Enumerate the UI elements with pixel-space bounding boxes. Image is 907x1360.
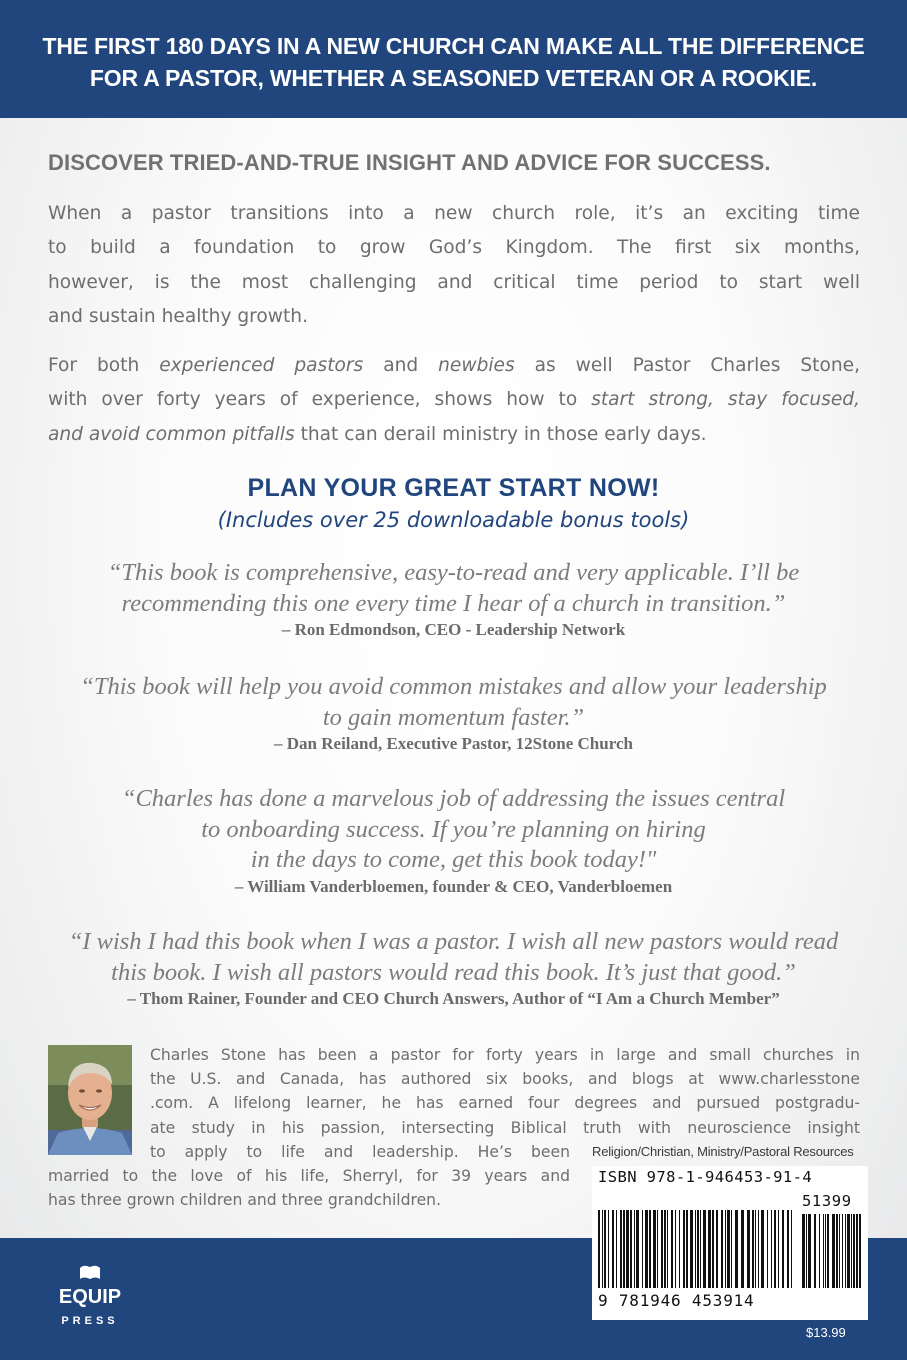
emphasis: newbies bbox=[438, 355, 515, 376]
bio-line: ate study in his passion, intersecting Biblical truth with neuroscience insight bbox=[150, 1118, 860, 1137]
price: $13.99 bbox=[806, 1325, 846, 1340]
intro-paragraph bbox=[48, 197, 860, 334]
author-photo bbox=[48, 1045, 132, 1155]
endorsement bbox=[0, 784, 907, 897]
author-bio-continued bbox=[48, 1140, 570, 1213]
endorsement-author: – Ron Edmondson, CEO - Leadership Network bbox=[281, 620, 626, 639]
emphasis: start strong, stay focused, bbox=[591, 389, 860, 411]
text: as well Pastor Charles Stone, bbox=[514, 355, 860, 376]
quote-line: “This book is comprehensive, easy-to-read and very applicable. I’ll be bbox=[107, 559, 800, 586]
endorsement bbox=[0, 672, 907, 754]
paragraph-line: however, is the most challenging and critical time period to start well bbox=[48, 271, 860, 293]
quote-line: this book. I wish all pastors would read this book. It’s just that good.” bbox=[111, 958, 796, 986]
top-banner bbox=[0, 0, 907, 118]
paragraph-line bbox=[48, 383, 860, 417]
quote-line: in the days to come, get this book today!" bbox=[250, 846, 657, 873]
quote-line: recommending this one every time I hear of a church in transition.” bbox=[121, 589, 786, 617]
section-heading: DISCOVER TRIED-AND-TRUE INSIGHT AND ADVICE FOR SUCCESS. bbox=[48, 150, 771, 175]
endorsement-author: – William Vanderbloemen, founder & CEO, Vanderbloemen bbox=[234, 876, 673, 896]
publisher-logo bbox=[50, 1262, 130, 1332]
book-category: Religion/Christian, Ministry/Pastoral Resources bbox=[592, 1144, 854, 1159]
quote-line: “I wish I had this book when I was a pastor. I wish all new pastors would read bbox=[68, 928, 839, 955]
paragraph-line bbox=[48, 349, 860, 383]
isbn-number: ISBN 978-1-946453-91-4 bbox=[598, 1168, 813, 1186]
publisher-sub: PRESS bbox=[61, 1315, 119, 1327]
quote-line: “Charles has done a marvelous job of addressing the issues central bbox=[121, 785, 786, 812]
endorsement-quote bbox=[0, 784, 907, 876]
description-paragraph bbox=[48, 349, 860, 452]
price-code: 51399 bbox=[802, 1192, 852, 1210]
quote-line: “This book will help you avoid common mistakes and allow your leadership bbox=[80, 673, 827, 700]
endorsement-quote bbox=[0, 558, 907, 619]
barcode-bars bbox=[596, 1210, 864, 1292]
book-icon bbox=[50, 1262, 130, 1332]
endorsement-author: – Thom Rainer, Founder and CEO Church Answers, Author of “I Am a Church Member” bbox=[127, 989, 780, 1008]
publisher-name: EQUIP bbox=[58, 1286, 122, 1308]
endorsement-author: – Dan Reiland, Executive Pastor, 12Stone Church bbox=[274, 734, 633, 753]
headline-line: THE FIRST 180 DAYS IN A NEW CHURCH CAN MAKE ALL THE DIFFERENCE bbox=[42, 33, 865, 59]
emphasis: and avoid common pitfalls bbox=[48, 423, 295, 445]
endorsement bbox=[0, 558, 907, 640]
emphasis: experienced pastors bbox=[159, 355, 364, 376]
headline-line: FOR A PASTOR, WHETHER A SEASONED VETERAN OR A ROOKIE. bbox=[89, 65, 818, 91]
bio-line: to apply to life and leadership. He’s been bbox=[150, 1143, 570, 1161]
author-bio bbox=[150, 1043, 860, 1140]
endorsement-quote bbox=[0, 672, 907, 733]
text: For both bbox=[48, 355, 160, 376]
paragraph-line: to build a foundation to grow God’s Kingdom. The first six months, bbox=[48, 237, 860, 259]
barcode bbox=[592, 1166, 868, 1320]
bio-line: married to the love of his life, Sherryl, for 39 years and bbox=[48, 1167, 570, 1186]
text: and bbox=[363, 355, 439, 376]
ean-number: 9 781946 453914 bbox=[598, 1291, 755, 1310]
paragraph-line bbox=[48, 418, 860, 452]
bio-line: .com. A lifelong learner, he has earned four degrees and pursued postgradu- bbox=[150, 1094, 860, 1113]
bio-line: has three grown children and three grandchildren. bbox=[48, 1191, 442, 1210]
paragraph-line: and sustain healthy growth. bbox=[48, 305, 308, 327]
cta-subtitle: (Includes over 25 downloadable bonus tools) bbox=[217, 508, 690, 532]
text: with over forty years of experience, shows how to bbox=[48, 389, 592, 411]
paragraph-line: When a pastor transitions into a new church role, it’s an exciting time bbox=[48, 203, 860, 224]
bio-line: the U.S. and Canada, has authored six books, and blogs at www.charlesstone bbox=[150, 1070, 860, 1089]
headline bbox=[0, 30, 907, 94]
quote-line: to onboarding success. If you’re planning on hiring bbox=[201, 815, 706, 843]
bio-line: Charles Stone has been a pastor for forty years in large and small churches in bbox=[150, 1046, 860, 1064]
quote-line: to gain momentum faster.” bbox=[322, 703, 585, 731]
endorsement-quote bbox=[0, 927, 907, 988]
endorsement bbox=[0, 927, 907, 1009]
text: that can derail ministry in those early days. bbox=[294, 423, 707, 445]
cta-title: PLAN YOUR GREAT START NOW! bbox=[247, 474, 660, 502]
